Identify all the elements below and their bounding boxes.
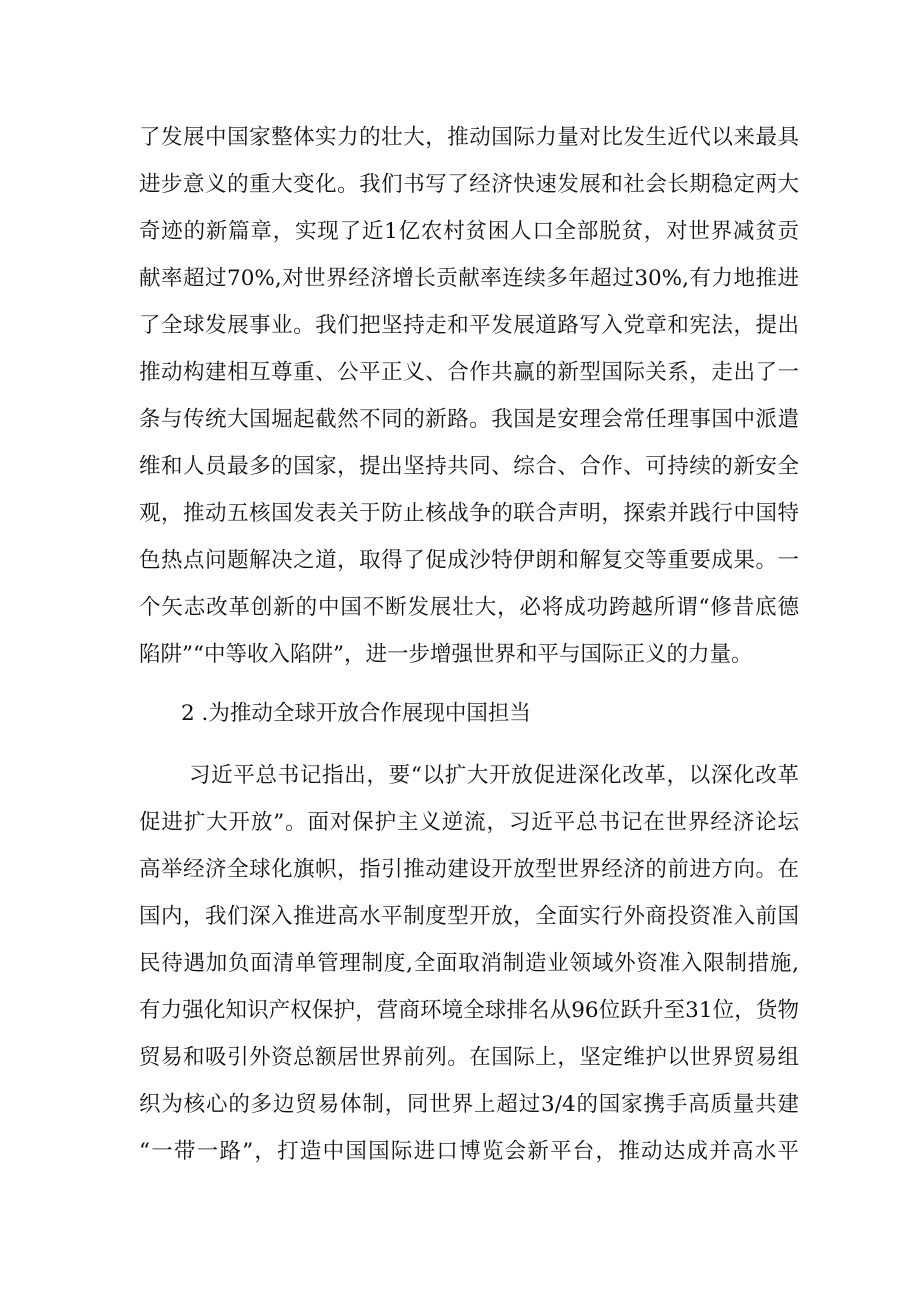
text-line: 织为核心的多边贸易体制，同世界上超过3/4的国家携手高质量共建 [139,1092,799,1117]
text-line: 个矢志改革创新的中国不断发展壮大，必将成功跨越所谓“修昔底德 [139,595,799,620]
text-line: 习近平总书记指出，要“以扩大开放促进深化改革，以深化改革 [189,763,799,788]
text-line: 促进扩大开放”。面对保护主义逆流，习近平总书记在世界经济论坛 [139,810,799,835]
text-line: 色热点问题解决之道，取得了促成沙特伊朗和解复交等重要成果。一 [139,548,799,573]
text-line: 高举经济全球化旗帜，指引推动建设开放型世界经济的前进方向。在 [139,857,799,882]
text-line: 推动构建相互尊重、公平正义、合作共赢的新型国际关系，走出了一 [139,360,799,385]
text-line: 条与传统大国堀起截然不同的新路。我国是安理会常任理事国中派遣 [139,407,799,432]
text-line: 维和人员最多的国家，提出坚持共同、综合、合作、可持续的新安全 [139,454,799,479]
paragraph-2 [139,752,799,1175]
text-line: 了发展中国家整体实力的壮大，推动国际力量对比发生近代以来最具 [139,125,799,150]
text-line: 了全球发展事业。我们把坚持走和平发展道路写入党章和宪法，提出 [139,313,799,338]
text-line: 奇迹的新篇章，实现了近1亿农村贫困人口全部脱贫，对世界减贫贡 [139,219,799,244]
text-line: 国内，我们深入推进高水平制度型开放，全面实行外商投资准入前国 [139,904,799,929]
text-line: 进步意义的重大变化。我们书写了经济快速发展和社会长期稳定两大 [139,172,799,197]
text-line: 民待遇加负面清单管理制度,全面取消制造业领域外资准入限制措施, [139,951,799,976]
paragraph-1 [139,114,799,678]
text-line: 贸易和吸引外资总额居世界前列。在国际上，坚定维护以世界贸易组 [139,1045,799,1070]
text-line: 献率超过70%,对世界经济增长贡献率连续多年超过30%,有力地推进 [139,266,799,291]
text-line: 有力强化知识产权保护，营商环境全球排名从96位跃升至31位，货物 [139,998,799,1023]
section-heading: 2 .为推动全球开放合作展现中国担当 [181,701,531,726]
text-line: 观，推动五核国发表关于防止核战争的联合声明，探索并践行中国特 [139,501,799,526]
text-line: 陷阱”“中等收入陷阱”，进一步增强世界和平与国际正义的力量。 [139,642,753,667]
text-line: “一带一路”，打造中国国际进口博览会新平台，推动达成并高水平 [139,1139,799,1164]
